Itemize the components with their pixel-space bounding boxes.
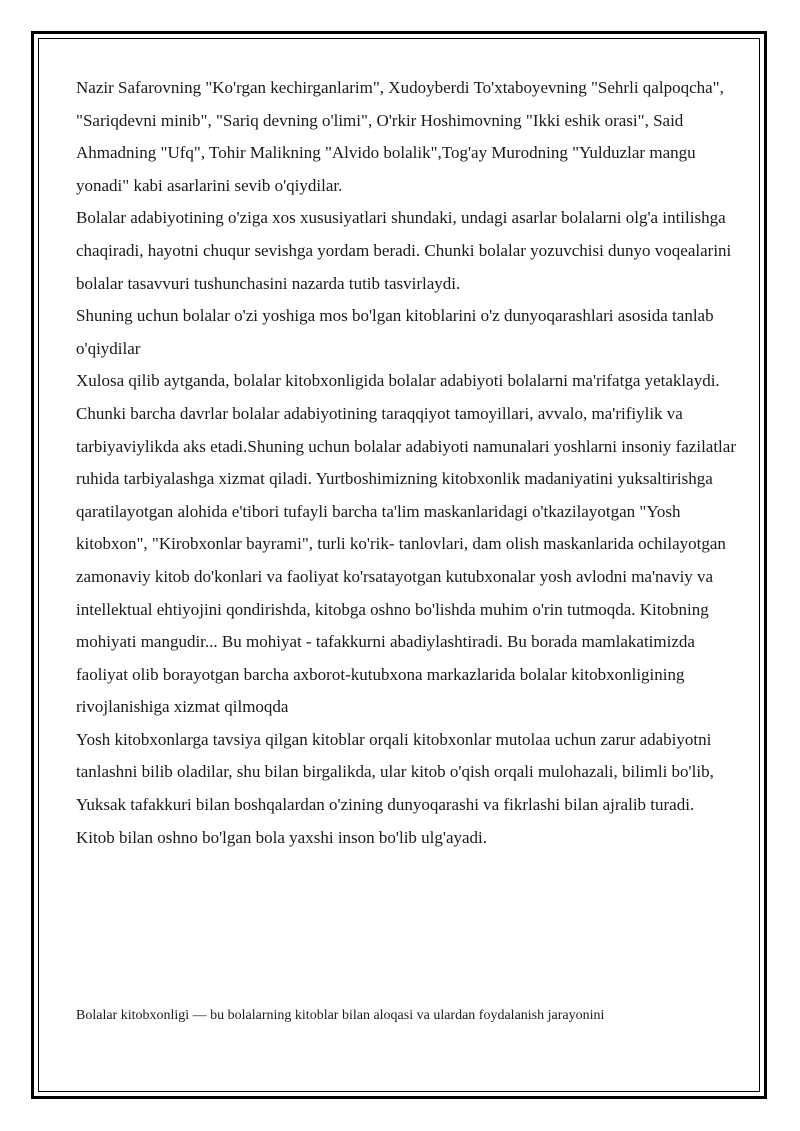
document-body [76, 72, 736, 854]
footnote: Bolalar kitobxonligi — bu bolalarning kitoblar bilan aloqasi va ulardan foydalanish jarayonini [76, 1008, 605, 1023]
paragraph-1: Nazir Safarovning "Ko'rgan kechirganlarim", Xudoyberdi To'xtaboyevning "Sehrli qalpoqcha", "Sariqdevni minib", "Sariq devning o'limi", O'rkir Hoshimovning "Ikki eshik orasi", Said Ahmadning "Ufq", Tohir Malikning "Alvido bolalik",Tog'ay Murodning "Yulduzlar mangu yonadi" kabi asarlarini sevib o'qiydilar. [76, 78, 724, 195]
paragraph-2: Bolalar adabiyotining o'ziga xos xususiyatlari shundaki, undagi asarlar bolalarni olg'a intilishga chaqiradi, hayotni chuqur sevishga yordam beradi. Chunki bolalar yozuvchisi dunyo voqealarini bolalar tasavvuri tushunchasini nazarda tutib tasvirlaydi. [76, 208, 732, 293]
paragraph-3: Shuning uchun bolalar o'zi yoshiga mos bo'lgan kitoblarini o'z dunyoqarashlari asosida tanlab o'qiydilar [76, 306, 714, 358]
paragraph-4: Xulosa qilib aytganda, bolalar kitobxonligida bolalar adabiyoti bolalarni ma'rifatga yetaklaydi. Chunki barcha davrlar bolalar adabiyotining taraqqiyot tamoyillari, avvalo, ma'rifiylik va tarbiyaviylikda aks etadi.Shuning uchun bolalar adabiyoti namunalari yoshlarni insoniy fazilatlar ruhida tarbiyalashga xizmat qiladi. Yurtboshimizning kitobxonlik madaniyatini yuksaltirishga qaratilayotgan alohida e'tibori tufayli barcha ta'lim maskanlaridagi o'tkazilayotgan "Yosh kitobxon", "Kirobxonlar bayrami", turli ko'rik- tanlovlari, dam olish maskanlarida ochilayotgan zamonaviy kitob do'konlari va faoliyat ko'rsatayotgan kutubxonalar yosh avlodni ma'naviy va intellektual ehtiyojini qondirishda, kitobga oshno bo'lishda muhim o'rin tutmoqda. Kitobning mohiyati mangudir... Bu mohiyat - tafakkurni abadiylashtiradi. Bu borada mamlakatimizda faoliyat olib borayotgan barcha axborot-kutubxona markazlarida bolalar kitobxonligining rivojlanishiga xizmat qilmoqda [76, 371, 736, 717]
paragraph-5: Yosh kitobxonlarga tavsiya qilgan kitoblar orqali kitobxonlar mutolaa uchun zarur adabiyotni tanlashni bilib oladilar, shu bilan birgalikda, ular kitob o'qish orqali mulohazali, bilimli bo'lib, Yuksak tafakkuri bilan boshqalardan o'zining dunyoqarashi va fikrlashi bilan ajralib turadi. Kitob bilan oshno bo'lgan bola yaxshi inson bo'lib ulg'ayadi. [76, 729, 714, 847]
